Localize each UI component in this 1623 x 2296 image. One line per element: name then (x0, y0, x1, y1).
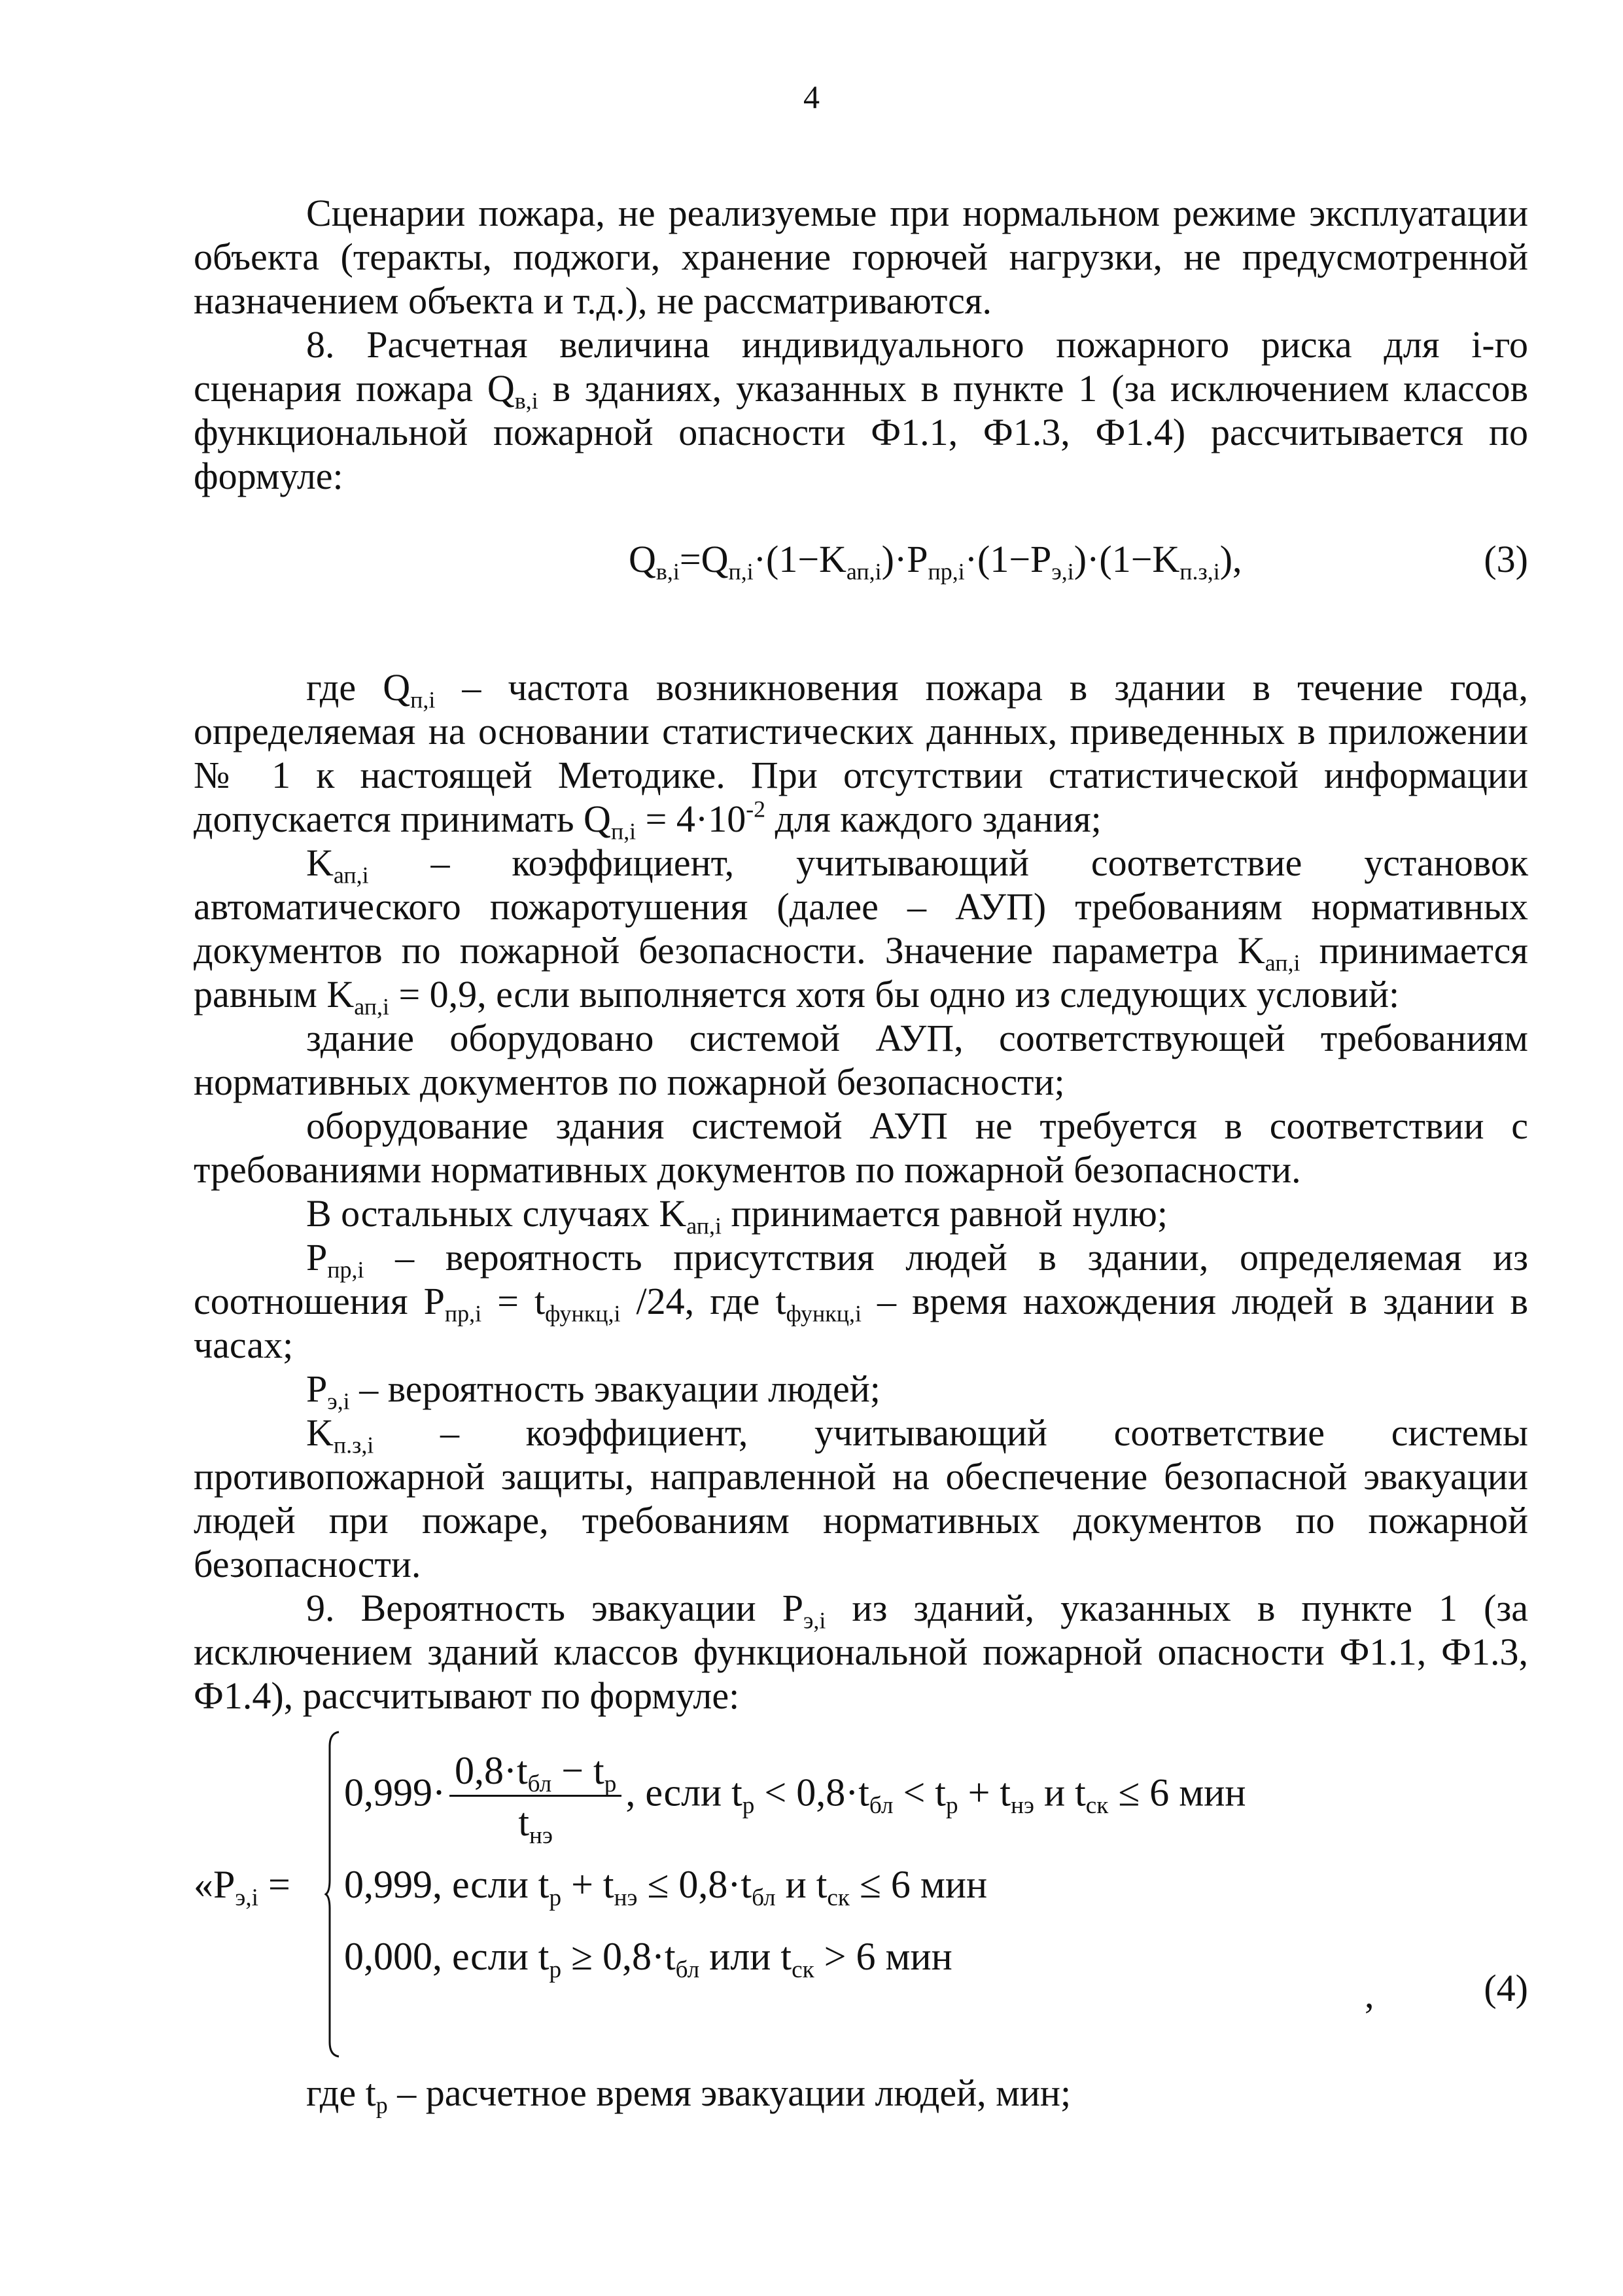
paragraph-condition-1: здание оборудовано системой АУП, соответствующей требованиям нормативных документов по пожарной безопасности; (194, 1017, 1528, 1103)
document-body (194, 191, 1528, 2119)
paragraph-kpz-definition: $K_{п.з,i}$ – коэффициент, учитывающий соответствие системы противопожарной защиты, направленной на обеспечение безопасной эвакуации людей при пожаре, требованиям нормативных документов по пожарной безопасности. (194, 1411, 1528, 1585)
paragraph-kap-definition: $K_{ап,i}$ – коэффициент, учитывающий соответствие установок автоматического пожаротушения (далее – АУП) требованиям нормативных документов по пожарной безопасности. Значение параметра $K_{ап,i}$ принимается равным $K_{ап,i} = 0,9$, если выполняется хотя бы одно из следующих условий: (194, 841, 1528, 1020)
fraction-numerator: $0,8\cdot t_{бл} - t_р$ (449, 1749, 621, 1797)
formula-4-case-1: 0,999· $\frac{0,8\cdot t_{бл} - t_р}{t_{нэ}}$ , если $t_р < 0,8\cdot t_{бл} < t_р + t_{нэ}$ и $t_{ск} \le 6$ мин (344, 1749, 1246, 1849)
paragraph-otherwise-zero: В остальных случаях $K_{ап,i}$ принимается равной нулю; (306, 1192, 1168, 1239)
paragraph-fire-scenarios: Сценарии пожара, не реализуемые при нормальном режиме эксплуатации объекта (теракты, поджоги, хранение горючей нагрузки, не предусмотренной назначением объекта и т.д.), не рассматриваются. (194, 192, 1528, 322)
formula-4-lhs: «$P_{э,i}$ = (194, 1863, 290, 1911)
paragraph-tp-definition: где $t_р$ – расчетное время эвакуации людей, мин; (306, 2072, 1072, 2119)
formula-4-comma: , (1365, 1973, 1374, 2016)
fraction-denominator: $t_{нэ}$ (518, 1801, 553, 1849)
formula-4-case-2: 0,999, если $t_р + t_{нэ} \le 0,8\cdot t_{бл}$ и $t_{ск} \le 6$ мин (344, 1863, 988, 1911)
formula-4 (194, 1731, 1528, 2071)
formula-4-number: (4) (1484, 1967, 1528, 2009)
paragraph-ppr-definition: $P_{пр,i}$ – вероятность присутствия людей в здании, определяемая из соотношения $P_{пр,i} = t_{функц,i}$ /24, где $t_{функц,i}$ – время нахождения людей в здании в часах; (194, 1236, 1528, 1366)
paragraph-q-definition: где $Q_{п,i}$ – частота возникновения пожара в здании в течение года, определяемая на основании статистических данных, приведенных в приложении № 1 к настоящей Методике. При отсутствии статистической информации допускается принимать $Q_{п,i} = 4\cdot 10^{-2}$ для каждого здания; (194, 666, 1528, 845)
formula-3-expression: $Q_{в,i}=Q_{п,i}\cdot(1-K_{ап,i})\cdot P_{пр,i}\cdot(1-P_{э,i})\cdot(1-K_{п.з,i})$, (629, 538, 1242, 585)
paragraph-pe-definition: $P_{э,i}$ – вероятность эвакуации людей; (306, 1368, 881, 1415)
curly-brace-icon (324, 1731, 340, 2058)
paragraph-item-8: 8. Расчетная величина индивидуального пожарного риска для i-го сценария пожара $Q_{в,i}$ в зданиях, указанных в пункте 1 (за исключением классов функциональной пожарной опасности Ф1.1, Ф1.3, Ф1.4) рассчитывается по формуле: (194, 323, 1528, 497)
formula-3-number: (3) (1484, 538, 1528, 580)
paragraph-condition-2: оборудование здания системой АУП не требуется в соответствии с требованиями нормативных документов по пожарной безопасности. (194, 1104, 1528, 1191)
paragraph-item-9: 9. Вероятность эвакуации $P_{э,i}$ из зданий, указанных в пункте 1 (за исключением зданий классов функциональной пожарной опасности Ф1.1, Ф1.3, Ф1.4), рассчитывают по формуле: (194, 1587, 1528, 1717)
formula-4-fraction (449, 1749, 621, 1849)
page-number: 4 (803, 79, 820, 115)
formula-4-case-3: 0,000, если $t_р \ge 0,8\cdot t_{бл}$ или $t_{ск} > 6$ мин (344, 1935, 952, 1983)
formula-3 (194, 537, 1528, 635)
